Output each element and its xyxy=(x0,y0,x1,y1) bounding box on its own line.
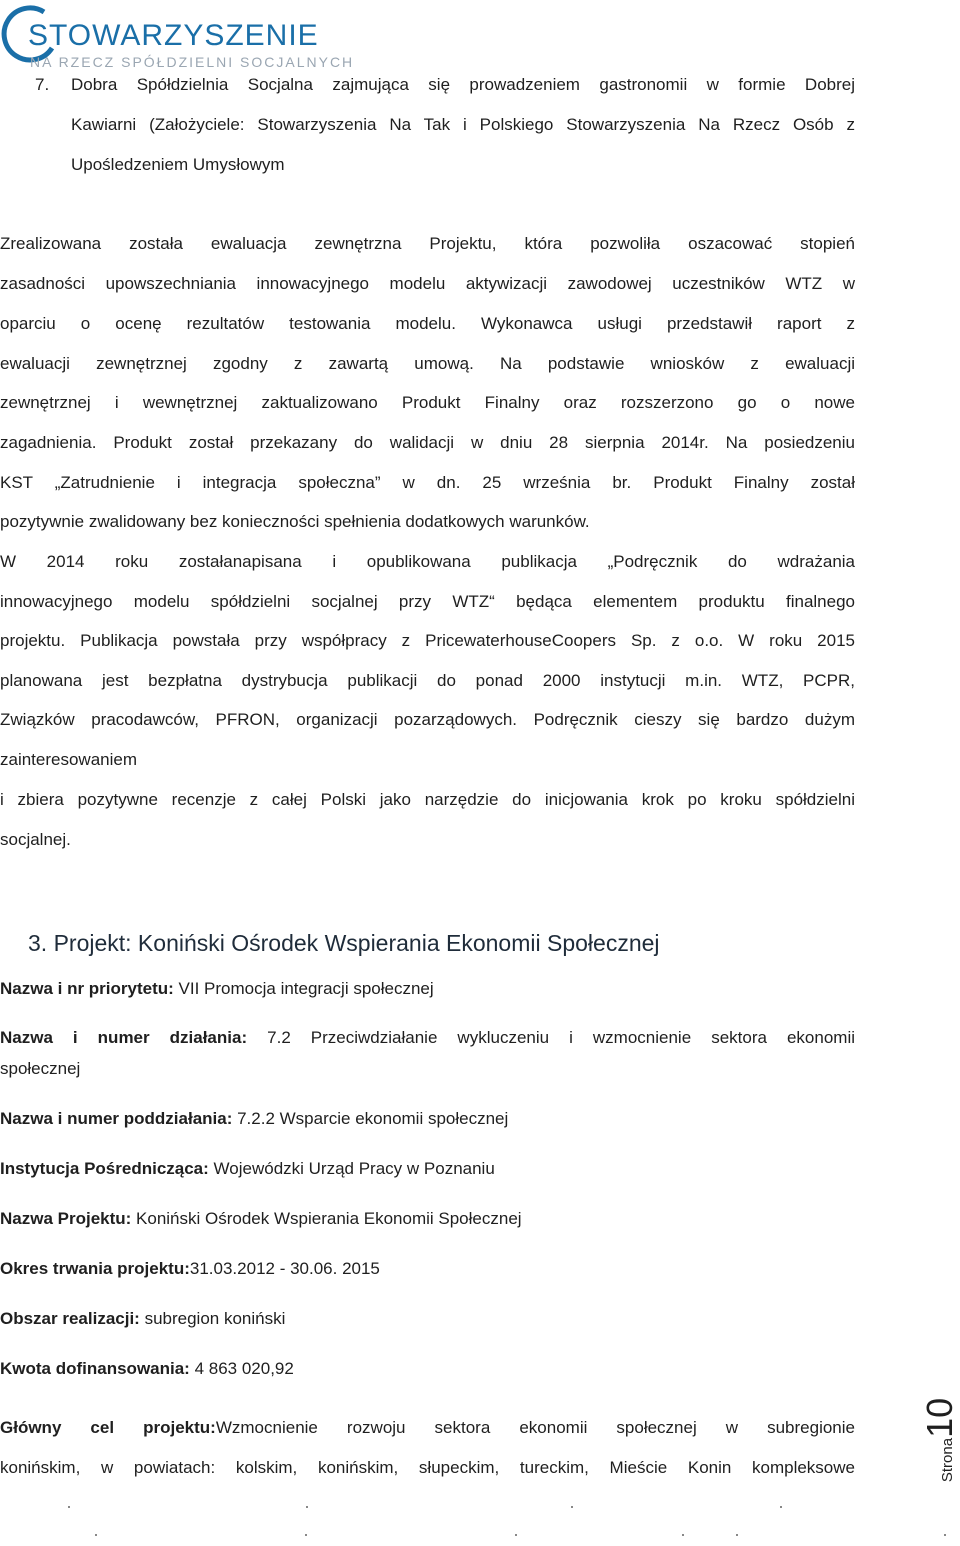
scan-dot xyxy=(306,1506,308,1508)
logo-title: STOWARZYSZENIE xyxy=(28,19,319,52)
scan-dot xyxy=(736,1534,738,1536)
field-label: Obszar realizacji: xyxy=(0,1309,140,1328)
paragraph2-line: planowana jest bezpłatna dystrybucja publikacji do ponad 2000 instytucji m.in. WTZ, PCPR, xyxy=(0,671,855,690)
scan-artifacts xyxy=(0,1500,960,1546)
field-value: 31.03.2012 - 30.06. 2015 xyxy=(189,1259,380,1278)
paragraph1-line: zagadnienia. Produkt został przekazany do walidacji w dniu 28 sierpnia 2014r. Na posiedzeniu xyxy=(0,433,855,452)
field-dzialanie-cont: społecznej xyxy=(0,1059,81,1078)
field-label: Nazwa i nr priorytetu: xyxy=(0,979,174,998)
scan-dot xyxy=(944,1534,946,1536)
field-label: Instytucja Pośrednicząca: xyxy=(0,1159,209,1178)
paragraph1-line: oparciu o ocenę rezultatów testowania modelu. Wykonawca usługi przedstawił raport z xyxy=(0,314,855,333)
field-priorytet xyxy=(0,979,434,999)
list-item-number: 7. xyxy=(35,75,50,94)
item-line-1: Dobra Spółdzielnia Socjalna zajmująca się prowadzeniem gastronomii w formie Dobrej xyxy=(71,75,855,94)
field-value: subregion koniński xyxy=(139,1309,286,1328)
paragraph2-line: i zbiera pozytywne recenzje z całej Polski jako narzędzie do inicjowania krok po kroku spółdzielni xyxy=(0,790,855,809)
page-number-footer xyxy=(918,1380,960,1500)
field-label: Kwota dofinansowania: xyxy=(0,1359,190,1378)
field-value: Wzmocnienie rozwoju sektora ekonomii społecznej w subregionie xyxy=(215,1418,855,1437)
paragraph2-line: Związków pracodawców, PFRON, organizacji pozarządowych. Podręcznik cieszy się bardzo dużym xyxy=(0,710,855,729)
field-obszar xyxy=(0,1309,285,1329)
item-line-3: Upośledzeniem Umysłowym xyxy=(71,155,285,174)
paragraph1-line: ewaluacji zewnętrznej zgodny z zawartą umową. Na podstawie wniosków z ewaluacji xyxy=(0,354,855,373)
field-value: Koniński Ośrodek Wspierania Ekonomii Społecznej xyxy=(131,1209,522,1228)
paragraph2-line: zainteresowaniem xyxy=(0,750,138,769)
field-label: Okres trwania projektu: xyxy=(0,1259,190,1278)
scan-dot xyxy=(571,1506,573,1508)
field-instytucja xyxy=(0,1159,495,1179)
paragraph1-line: zewnętrznej i wewnętrznej zaktualizowano Produkt Finalny oraz rozszerzono go o nowe xyxy=(0,393,855,412)
page-number: 10 xyxy=(919,1397,960,1438)
scan-dot xyxy=(305,1534,307,1536)
field-label: Nazwa i numer działania: xyxy=(0,1028,248,1047)
field-value: 7.2 Przeciwdziałanie wykluczeniu i wzmocnienie sektora ekonomii xyxy=(247,1028,855,1047)
paragraph2-line: innowacyjnego modelu spółdzielni socjalnej przy WTZ“ będąca elementem produktu finalnego xyxy=(0,592,855,611)
paragraph2-line: projektu. Publikacja powstała przy współpracy z PricewaterhouseCoopers Sp. z o.o. W roku 2015 xyxy=(0,631,855,650)
paragraph1-line: KST „Zatrudnienie i integracja społeczna” w dn. 25 września br. Produkt Finalny został xyxy=(0,473,855,492)
field-label: Nazwa Projektu: xyxy=(0,1209,132,1228)
section-heading: 3. Projekt: Koniński Ośrodek Wspierania Ekonomii Społecznej xyxy=(28,930,660,956)
item-line-2: Kawiarni (Założyciele: Stowarzyszenia Na Tak i Polskiego Stowarzyszenia Na Rzecz Osób z xyxy=(71,115,855,134)
field-value: VII Promocja integracji społecznej xyxy=(173,979,434,998)
page-word: Strona xyxy=(939,1437,956,1483)
paragraph1-line: pozytywnie zwalidowany bez konieczności spełnienia dodatkowych warunków. xyxy=(0,512,590,531)
field-cel-cont: konińskim, w powiatach: kolskim, konińskim, słupeckim, tureckim, Mieście Konin kompleksowe xyxy=(0,1458,855,1477)
field-kwota xyxy=(0,1359,294,1379)
field-cel xyxy=(0,1418,855,1438)
scan-dot xyxy=(515,1534,517,1536)
field-value: 4 863 020,92 xyxy=(189,1359,294,1378)
field-okres xyxy=(0,1259,380,1279)
paragraph2-line: W 2014 roku zostałanapisana i opublikowana publikacja „Podręcznik do wdrażania xyxy=(0,552,855,571)
paragraph1-line: Zrealizowana została ewaluacja zewnętrzna Projektu, która pozwoliła oszacować stopień xyxy=(0,234,855,253)
organization-logo xyxy=(0,0,400,72)
logo-subtitle: NA RZECZ SPÓŁDZIELNI SOCJALNYCH xyxy=(30,54,355,70)
field-value: Wojewódzki Urząd Pracy w Poznaniu xyxy=(208,1159,495,1178)
paragraph2-line: socjalnej. xyxy=(0,830,71,849)
field-label: Nazwa i numer poddziałania: xyxy=(0,1109,233,1128)
scan-dot xyxy=(780,1506,782,1508)
field-poddzialanie xyxy=(0,1109,508,1129)
field-label: Główny cel projektu: xyxy=(0,1418,216,1437)
scan-dot xyxy=(682,1534,684,1536)
scan-dot xyxy=(95,1534,97,1536)
scan-dot xyxy=(68,1506,70,1508)
paragraph1-line: zasadności upowszechniania innowacyjnego modelu aktywizacji zawodowej uczestników WTZ w xyxy=(0,274,855,293)
field-projekt xyxy=(0,1209,522,1229)
field-value: 7.2.2 Wsparcie ekonomii społecznej xyxy=(232,1109,509,1128)
field-dzialanie xyxy=(0,1028,855,1048)
